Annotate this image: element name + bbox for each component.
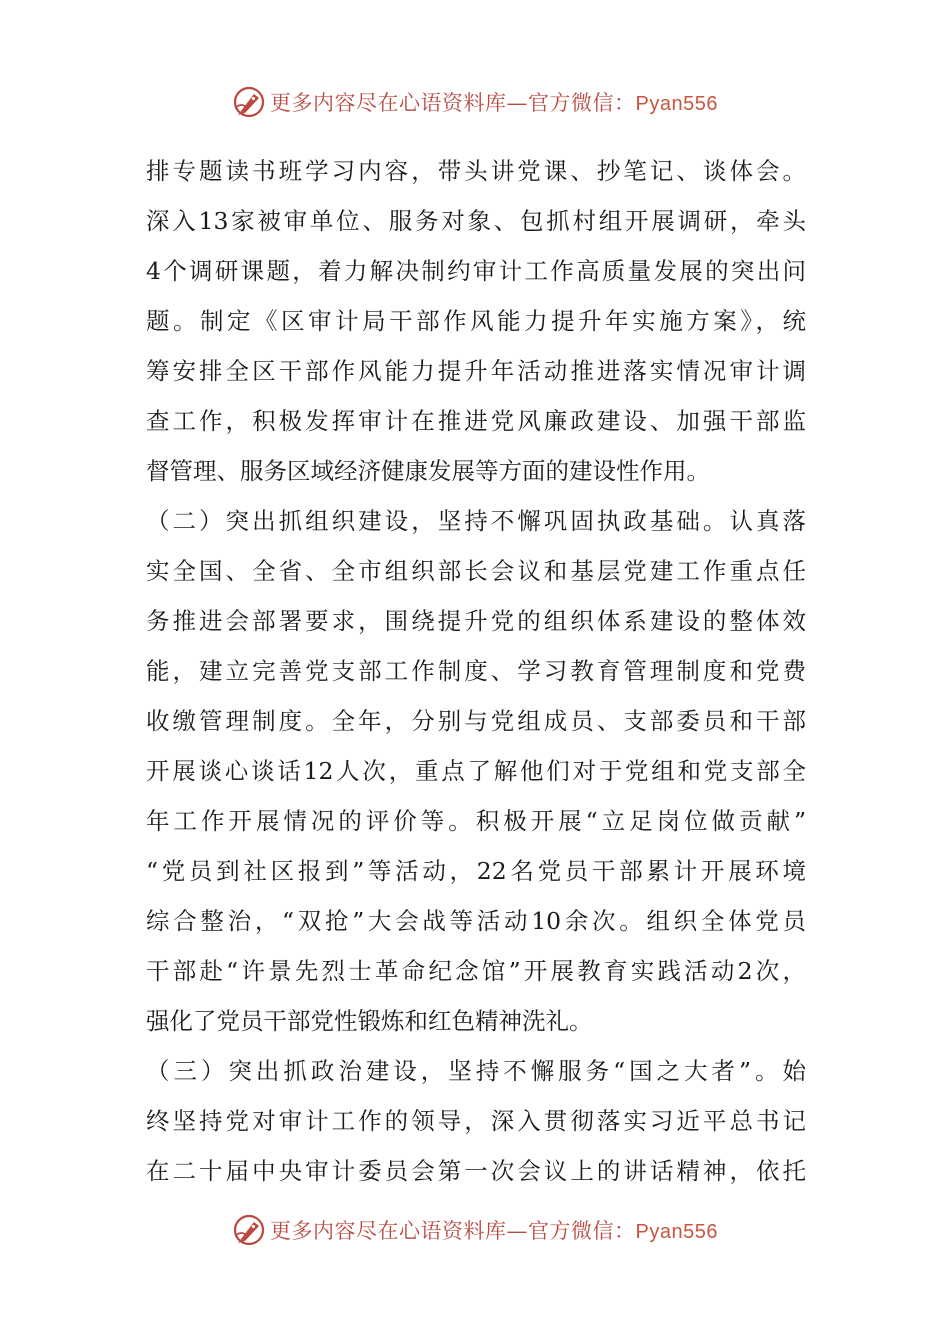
text-line: 督管理、服务区域经济健康发展等方面的建设性作用。 (146, 457, 710, 485)
footer-banner (0, 1210, 950, 1250)
text-line: 务推进会部署要求，围绕提升党的组织体系建设的整体效 (146, 607, 806, 635)
banner-title: 更多内容尽在心语资料库 (270, 91, 507, 115)
header-banner (0, 82, 950, 122)
text-line: 筹安排全区干部作风能力提升年活动推进落实情况审计调 (146, 357, 806, 385)
banner-wechat-id: Pyan556 (635, 93, 718, 115)
text-line: 深入13家被审单位、服务对象、包抓村组开展调研，牵头 (146, 207, 806, 235)
document-body (146, 146, 806, 1196)
text-line: 终坚持党对审计工作的领导，深入贯彻落实习近平总书记 (146, 1107, 806, 1135)
text-line: 排专题读书班学习内容，带头讲党课、抄笔记、谈体会。 (146, 157, 806, 185)
text-line: 能，建立完善党支部工作制度、学习教育管理制度和党费 (146, 657, 806, 685)
text-line: 收缴管理制度。全年，分别与党组成员、支部委员和干部 (146, 707, 806, 735)
banner-text (270, 1215, 718, 1245)
banner-wechat-id: Pyan556 (635, 1221, 718, 1243)
banner-dash: — (506, 1219, 529, 1243)
text-line: （二）突出抓组织建设，坚持不懈巩固执政基础。认真落 (146, 507, 806, 535)
text-line: 在二十届中央审计委员会第一次会议上的讲话精神，依托 (146, 1157, 806, 1185)
banner-wechat-label: 官方微信： (528, 1219, 636, 1243)
banner-title: 更多内容尽在心语资料库 (270, 1219, 507, 1243)
banner-text (270, 87, 718, 117)
text-line: 强化了党员干部党性锻炼和红色精神洗礼。 (146, 1007, 593, 1035)
banner-wechat-label: 官方微信： (528, 91, 636, 115)
text-line: 年工作开展情况的评价等。积极开展“立足岗位做贡献” (146, 807, 806, 835)
text-line: 题。制定《区审计局干部作风能力提升年实施方案》，统 (146, 307, 806, 335)
text-line: 开展谈心谈话12人次，重点了解他们对于党组和党支部全 (146, 757, 806, 785)
text-line: “党员到社区报到”等活动，22名党员干部累计开展环境 (146, 857, 806, 885)
banner-dash: — (506, 91, 529, 115)
text-line: 实全国、全省、全市组织部长会议和基层党建工作重点任 (146, 557, 806, 585)
pen-nib-logo-icon (232, 85, 266, 119)
text-line: 查工作，积极发挥审计在推进党风廉政建设、加强干部监 (146, 407, 806, 435)
text-line: 综合整治，“双抢”大会战等活动10余次。组织全体党员 (146, 907, 806, 935)
text-line: 干部赴“许景先烈士革命纪念馆”开展教育实践活动2次， (146, 957, 806, 985)
text-line: 4个调研课题，着力解决制约审计工作高质量发展的突出问 (146, 257, 806, 285)
text-line: （三）突出抓政治建设，坚持不懈服务“国之大者”。始 (146, 1057, 806, 1085)
pen-nib-logo-icon (232, 1213, 266, 1247)
